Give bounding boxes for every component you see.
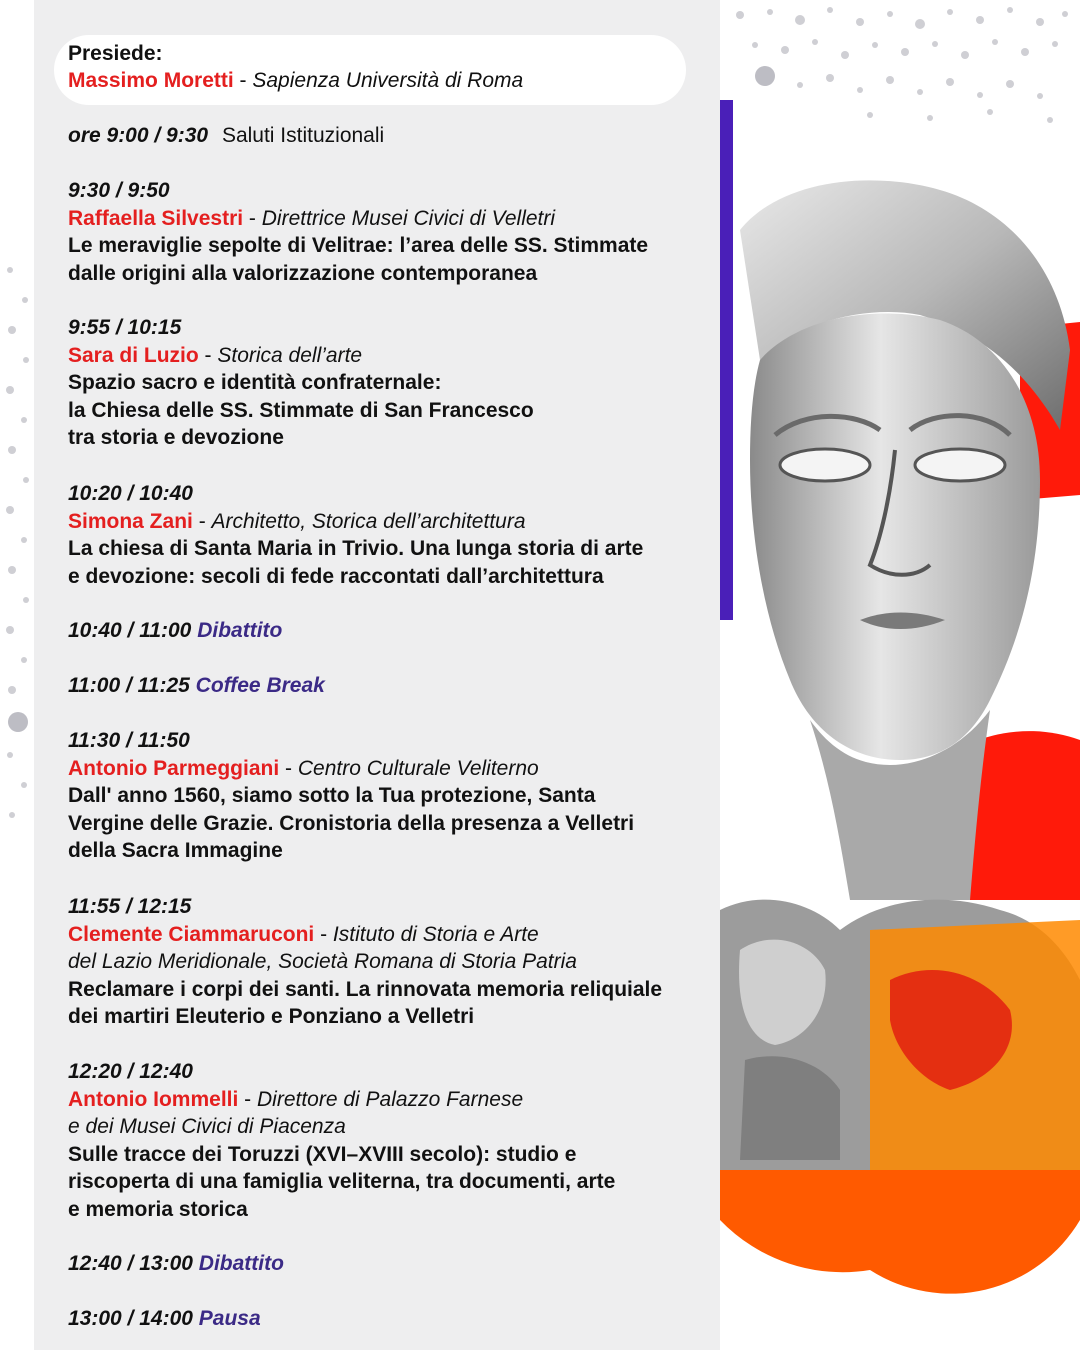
break-line	[68, 617, 282, 645]
talk-title: riscoperta di una famiglia veliterna, tra documenti, arte	[68, 1170, 616, 1193]
talk-speaker-line: Clemente Ciammaruconi - Istituto di Storia e Arte	[68, 922, 539, 946]
opening-title: Saluti Istituzionali	[221, 124, 385, 147]
talk-role: Direttrice Musei Civici di Velletri	[261, 206, 556, 230]
break-line	[68, 1305, 261, 1333]
talk-block	[68, 1058, 615, 1223]
talk-title: dei martiri Eleuterio e Ponziano a Velletri	[68, 1005, 475, 1028]
talk-block	[68, 177, 648, 287]
talk-time: 10:20 / 10:40	[68, 482, 193, 505]
talk-role: Direttore di Palazzo Farnese	[257, 1087, 524, 1111]
talk-speaker: Clemente Ciammaruconi	[68, 922, 315, 946]
talk-role: Storica dell’arte	[217, 343, 363, 367]
talk-speaker-line: Sara di Luzio - Storica dell’arte	[68, 343, 363, 367]
talk-speaker-line: Antonio Parmeggiani - Centro Culturale Veliterno	[68, 756, 539, 780]
talk-speaker: Sara di Luzio	[68, 343, 199, 367]
chair-separator: -	[239, 69, 253, 92]
break-line	[68, 672, 325, 700]
talk-title: la Chiesa delle SS. Stimmate di San Francesco	[68, 398, 534, 422]
talk-time: 9:30 / 9:50	[68, 179, 170, 202]
opening-line	[68, 122, 384, 150]
talk-block	[68, 314, 534, 452]
talk-block	[68, 480, 643, 590]
talk-title: La chiesa di Santa Maria in Trivio. Una lunga storia di arte	[68, 537, 644, 560]
talk-title: Dall' anno 1560, siamo sotto la Tua protezione, Santa	[68, 784, 596, 807]
talk-time: 11:55 / 12:15	[68, 895, 192, 918]
opening-time: ore 9:00 / 9:30	[68, 124, 209, 147]
break-label: Pausa	[198, 1307, 261, 1330]
talk-title: Sulle tracce dei Toruzzi (XVI–XVIII secolo): studio e	[68, 1142, 577, 1166]
talk-speaker: Simona Zani	[68, 509, 193, 533]
talk-block	[68, 893, 662, 1031]
talk-role: Istituto di Storia e Arte	[332, 922, 539, 946]
chair-name: Massimo Moretti	[68, 69, 234, 92]
talk-time: 9:55 / 10:15	[68, 316, 182, 339]
talk-role: e dei Musei Civici di Piacenza	[68, 1115, 346, 1138]
talk-role: Architetto, Storica dell’architettura	[211, 509, 526, 533]
talk-role: del Lazio Meridionale, Società Romana di Storia Patria	[68, 950, 577, 973]
talk-title: Reclamare i corpi dei santi. La rinnovata memoria reliquiale	[68, 977, 663, 1001]
break-time: 10:40 / 11:00	[68, 619, 192, 642]
talk-block	[68, 727, 634, 865]
talk-speaker: Raffaella Silvestri	[68, 206, 244, 230]
talk-title: e memoria storica	[68, 1197, 248, 1221]
talk-speaker-line: Raffaella Silvestri - Direttrice Musei Civici di Velletri	[68, 206, 556, 230]
talk-title: e devozione: secoli di fede raccontati dall’architettura	[68, 564, 604, 588]
talk-speaker-line: Simona Zani - Architetto, Storica dell’architettura	[68, 509, 526, 533]
chair-line	[68, 67, 523, 95]
chair-heading: Presiede:	[68, 42, 163, 65]
break-line	[68, 1250, 284, 1278]
talk-speaker: Antonio Parmeggiani	[68, 756, 280, 780]
break-time: 12:40 / 13:00	[68, 1252, 193, 1275]
break-time: 13:00 / 14:00	[68, 1307, 193, 1330]
talk-title: Spazio sacro e identità confraternale:	[68, 371, 442, 394]
talk-time: 12:20 / 12:40	[68, 1060, 193, 1083]
statue-collage-illustration	[720, 100, 1080, 1350]
talk-title: Vergine delle Grazie. Cronistoria della presenza a Velletri	[68, 811, 635, 835]
talk-speaker: Antonio Iommelli	[68, 1087, 239, 1111]
break-label: Dibattito	[197, 619, 283, 642]
talk-title: Le meraviglie sepolte di Velitrae: l’area delle SS. Stimmate	[68, 234, 649, 257]
talk-title: tra storia e devozione	[68, 426, 284, 449]
chair-affiliation: Sapienza Università di Roma	[252, 69, 524, 92]
talk-speaker-line: Antonio Iommelli - Direttore di Palazzo Farnese	[68, 1087, 524, 1111]
break-time: 11:00 / 11:25	[68, 674, 190, 697]
talk-time: 11:30 / 11:50	[68, 729, 190, 752]
talk-role: Centro Culturale Veliterno	[297, 756, 539, 780]
talk-title: dalle origini alla valorizzazione contemporanea	[68, 261, 538, 285]
break-label: Coffee Break	[195, 674, 325, 697]
halftone-dots-left	[0, 250, 34, 850]
break-label: Dibattito	[198, 1252, 284, 1275]
talk-title: della Sacra Immagine	[68, 839, 283, 862]
